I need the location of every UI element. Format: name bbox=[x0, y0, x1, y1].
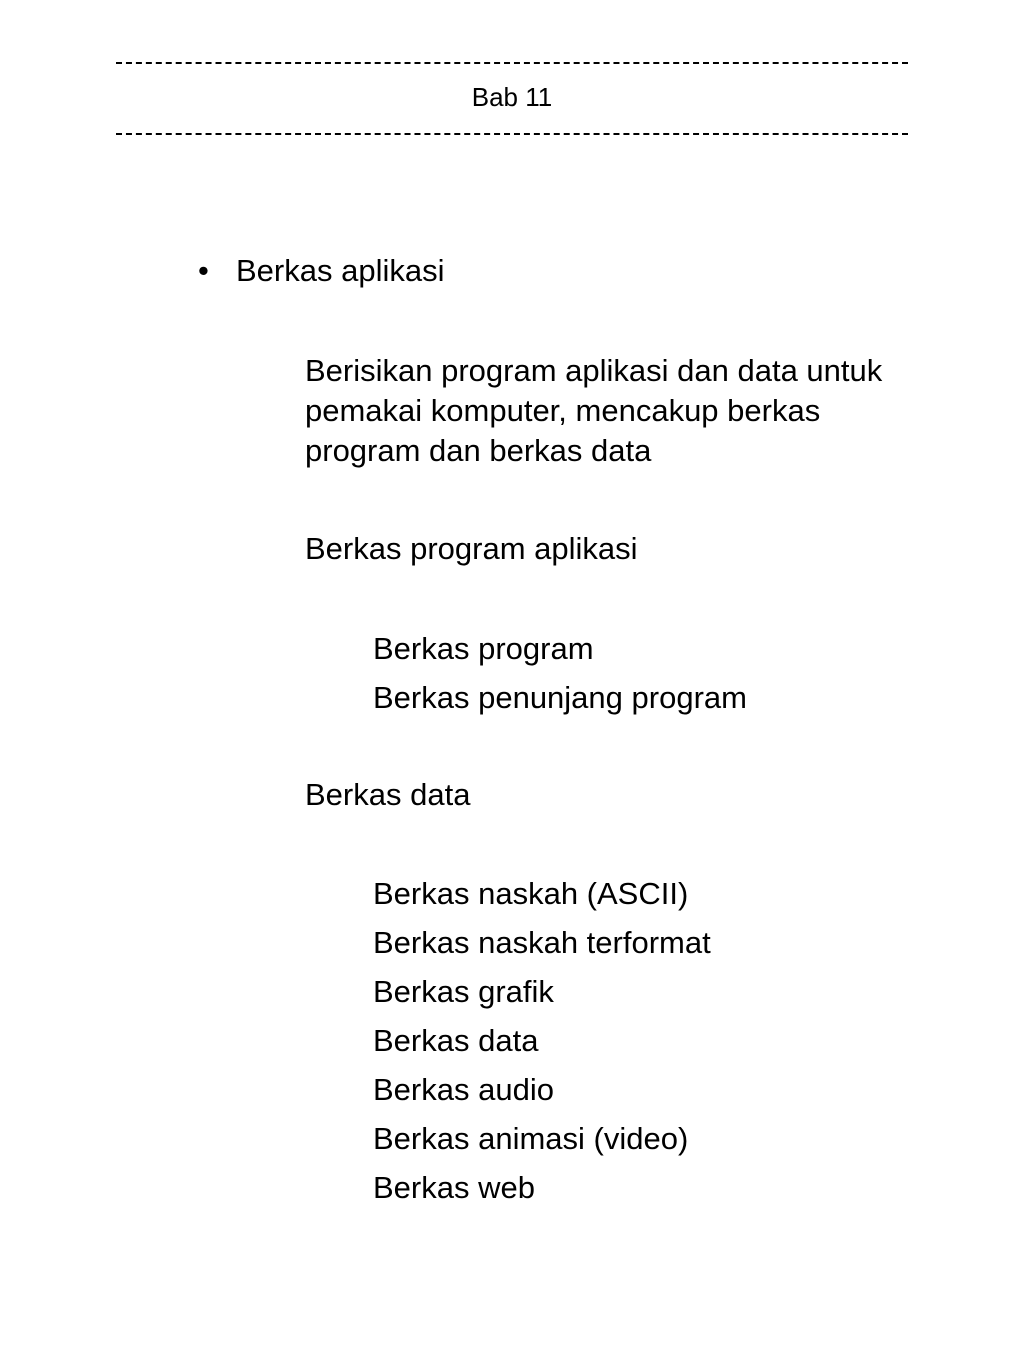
description-line: program dan berkas data bbox=[305, 433, 652, 468]
section-description bbox=[305, 351, 985, 471]
list-item: Berkas program bbox=[373, 631, 594, 666]
page-header-title: Bab 11 bbox=[471, 82, 553, 112]
list-item: Berkas animasi (video) bbox=[373, 1121, 689, 1156]
program-files-list bbox=[373, 624, 747, 722]
header-top-divider bbox=[116, 62, 908, 64]
list-item: Berkas naskah terformat bbox=[373, 925, 711, 960]
data-files-list bbox=[373, 869, 711, 1212]
description-line: Berisikan program aplikasi dan data untuk bbox=[305, 353, 883, 388]
list-item: Berkas audio bbox=[373, 1072, 554, 1107]
data-files-heading: Berkas data bbox=[305, 777, 471, 812]
program-files-heading: Berkas program aplikasi bbox=[305, 531, 638, 566]
list-item: Berkas penunjang program bbox=[373, 680, 747, 715]
list-item: Berkas grafik bbox=[373, 974, 554, 1009]
section-bullet-item bbox=[198, 253, 444, 289]
description-line: pemakai komputer, mencakup berkas bbox=[305, 393, 821, 428]
bullet-icon: • bbox=[198, 253, 209, 288]
list-item: Berkas data bbox=[373, 1023, 539, 1058]
list-item: Berkas naskah (ASCII) bbox=[373, 876, 689, 911]
list-item: Berkas web bbox=[373, 1170, 535, 1205]
section-title: Berkas aplikasi bbox=[236, 253, 445, 288]
header-bottom-divider bbox=[116, 133, 908, 135]
